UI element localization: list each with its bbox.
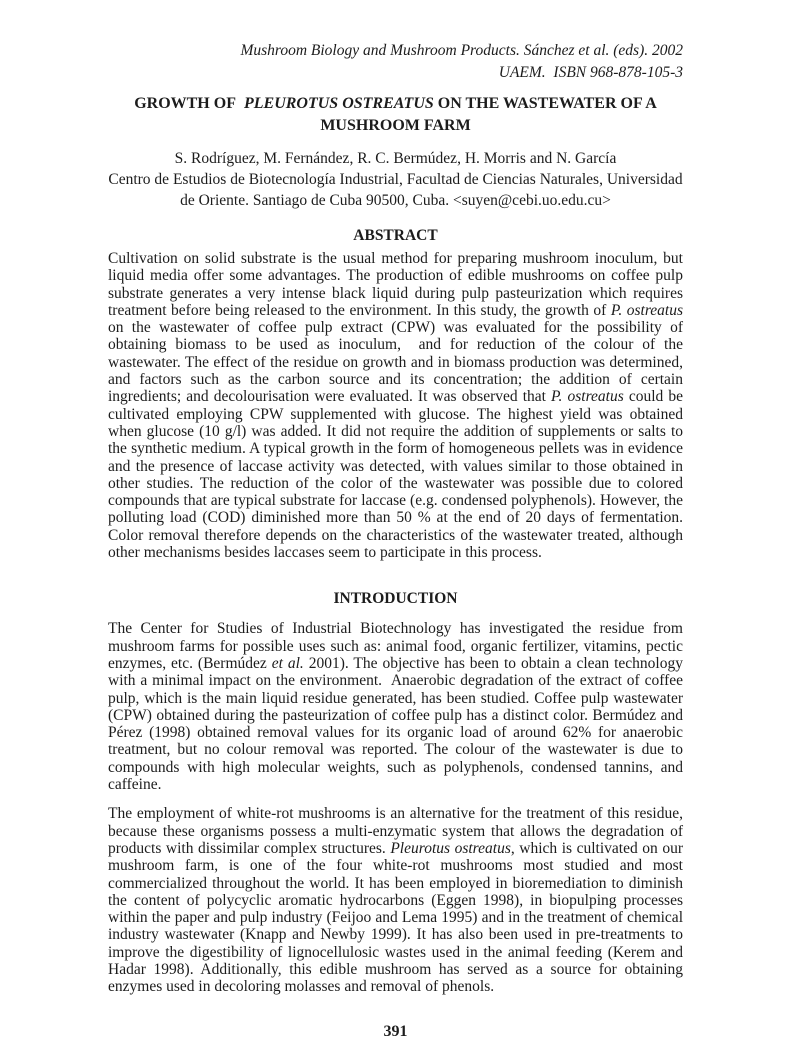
abstract-body: Cultivation on solid substrate is the usual method for preparing mushroom inoculum, but liquid media offer some advantages. The production of edible mushrooms on coffee pulp substrate generates a very intense black liquid during pulp pasteurization which requires treatment before being released to the environment. In this study, the growth of P. ostreatus on the wastewater of coffee pulp extract (CPW) was evaluated for the possibility of obtaining biomass to be used as inoculum, and for reduction of the colour of the wastewater. The effect of the residue on growth and in biomass production was determined, and factors such as the carbon source and its concentration; the addition of certain ingredients; and decolourisation were evaluated. It was observed that P. ostreatus could be cultivated employing CPW supplemented with glucose. The highest yield was obtained when glucose (10 g/l) was added. It did not require the addition of supplements or salts to the synthetic medium. A typical growth in the form of homogeneous pellets was in evidence and the presence of laccase activity was detected, with values similar to those obtained in other studies. The reduction of the color of the wastewater was possible due to colored compounds that are typical substrate for laccase (e.g. condensed polyphenols). However, the polluting load (COD) diminished more than 50 % at the end of 20 days of fermentation. Color removal therefore depends on the characteristics of the wastewater treated, although other mechanisms besides laccases seem to participate in this process. — [108, 250, 684, 562]
journal-header-line2: UAEM. ISBN 968-878-105-3 — [498, 64, 683, 81]
affiliation: Centro de Estudios de Biotecnología Industrial, Facultad de Ciencias Naturales, Universidad de Oriente. Santiago de Cuba 90500, Cuba. <suyen@cebi.uo.edu.cu> — [108, 171, 683, 209]
introduction-heading: INTRODUCTION — [333, 590, 458, 608]
introduction-paragraph-2: The employment of white-rot mushrooms is an alternative for the treatment of this residue, because these organisms possess a multi-enzymatic system that allows the degradation of products with dissimilar complex structures. Pleurotus ostreatus, which is cultivated on our mushroom farm, is one of the four white-rot mushrooms most studied and most commercialized throughout the world. It has been employed in bioremediation to diminish the content of polycyclic aromatic hydrocarbons (Eggen 1998), in biopulping processes within the paper and pulp industry (Feijoo and Lema 1995) and in the treatment of chemical industry wastewater (Knapp and Newby 1999). It has also been used in pre-treatments to improve the digestibility of lignocellulosic wastes used in the animal feeding (Kerem and Hadar 1998). Additionally, this edible mushroom has served as a source for obtaining enzymes used in decoloring molasses and removal of phenols. — [108, 805, 683, 996]
journal-header-line1: Mushroom Biology and Mushroom Products. Sánchez et al. (eds). 2002 — [240, 42, 683, 59]
author-list: S. Rodríguez, M. Fernández, R. C. Bermúdez, H. Morris and N. García — [174, 150, 617, 167]
page-content — [108, 40, 683, 1040]
abstract-heading: ABSTRACT — [353, 227, 438, 244]
authors-block — [108, 148, 683, 211]
journal-header — [108, 40, 683, 84]
paper-title: GROWTH OF PLEUROTUS OSTREATUS ON THE WASTEWATER OF A MUSHROOM FARM — [134, 95, 657, 134]
introduction-paragraph-1: The Center for Studies of Industrial Biotechnology has investigated the residue from mushroom farms for possible uses such as: animal food, organic fertilizer, vitamins, pectic enzymes, etc. (Bermúdez et al. 2001). The objective has been to obtain a clean technology with a minimal impact on the environment. Anaerobic degradation of the extract of coffee pulp, which is the main liquid residue generated, has been studied. Coffee pulp wastewater (CPW) obtained during the pasteurization of coffee pulp has a distinct color. Bermúdez and Pérez (1998) obtained removal values for its organic load of around 62% for anaerobic treatment, but no colour removal was reported. The colour of the wastewater is due to compounds with high molecular weights, such as polyphenols, condensed tannins, and caffeine. — [108, 620, 683, 794]
page-number: 391 — [383, 1022, 408, 1040]
